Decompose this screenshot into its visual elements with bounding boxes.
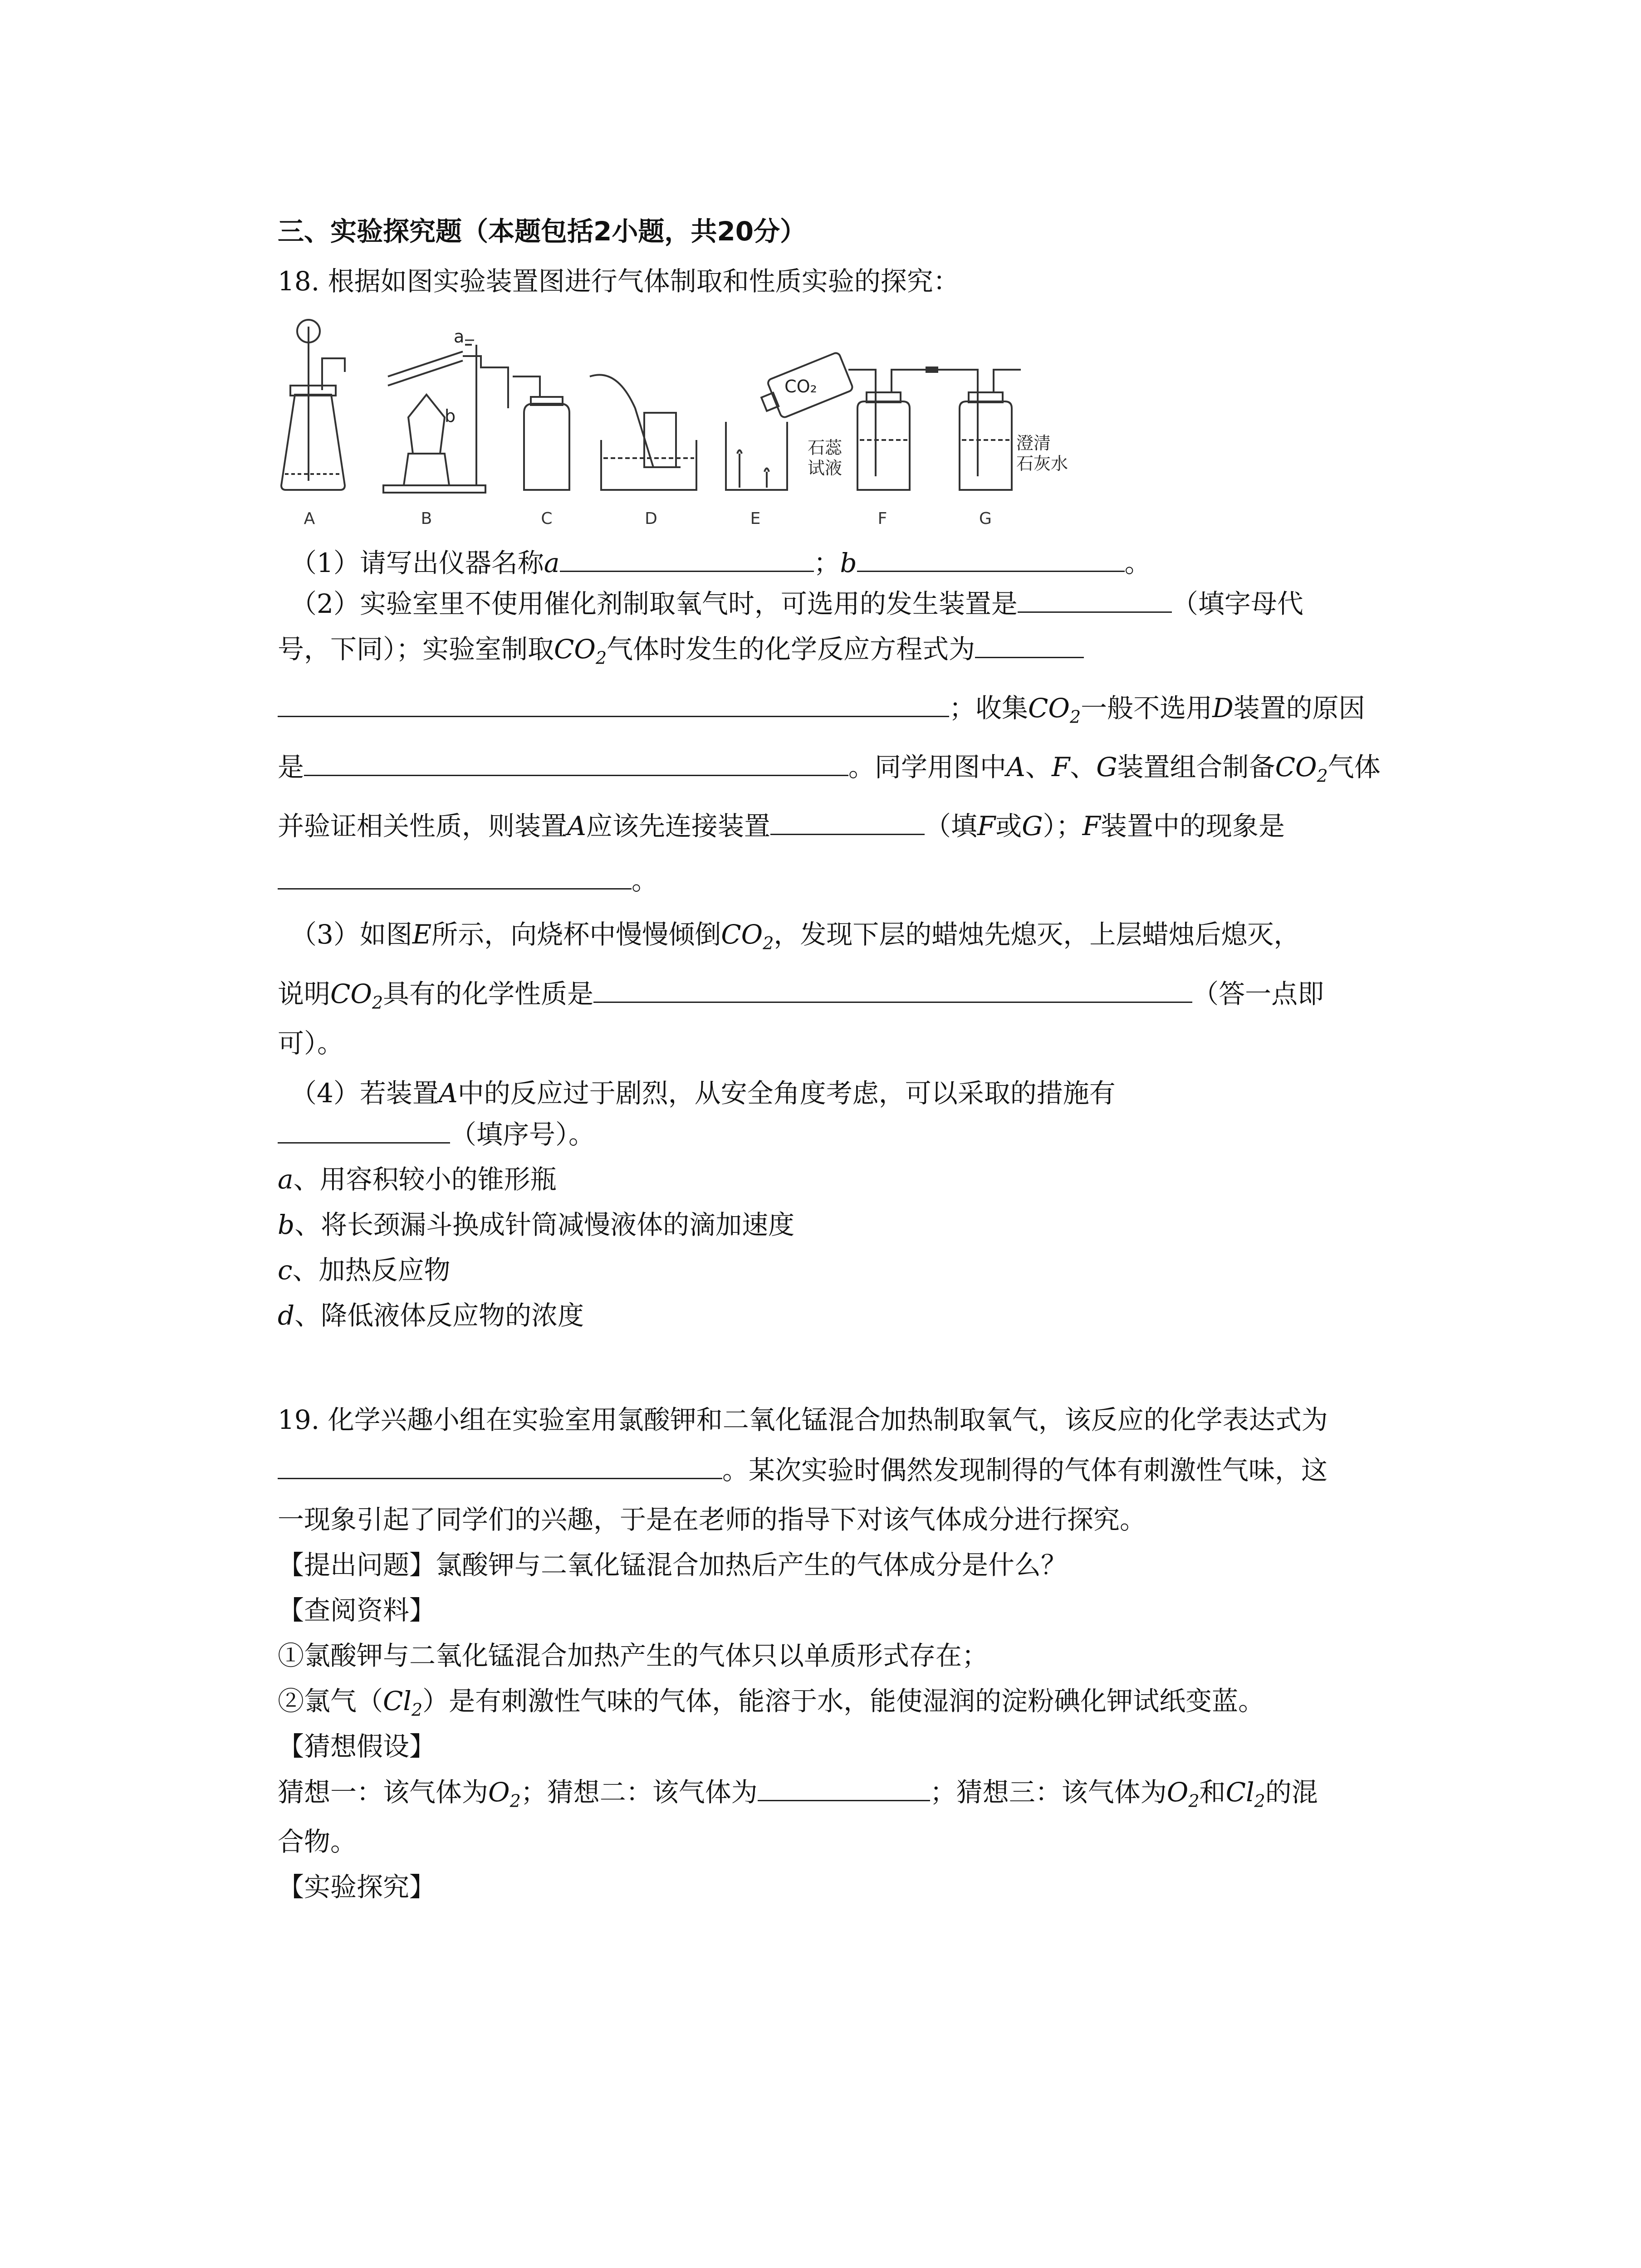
- q18-part4-line2: （填序号）。: [278, 1116, 595, 1153]
- q19-explore-head: 【实验探究】: [278, 1872, 436, 1902]
- q18-part2-line5: 并验证相关性质，则装置A应该先连接装置 （填F或G）；F装置中的现象是: [278, 807, 1285, 844]
- q18-stem: [278, 263, 960, 299]
- q18-part3-line3: 可）。: [278, 1028, 344, 1059]
- answer-blank-reason[interactable]: [304, 748, 848, 776]
- apparatus-g: [960, 370, 1021, 490]
- q19-material-head: 【查阅资料】: [278, 1595, 436, 1626]
- apparatus-f-letter: F: [877, 509, 887, 528]
- answer-blank-b[interactable]: [857, 544, 1125, 572]
- q18-stem-text: 根据如图实验装置图进行气体制取和性质实验的探究：: [328, 266, 960, 297]
- q19-hypo-head: 【猜想假设】: [278, 1731, 436, 1762]
- option-b: b、将长颈漏斗换成针筒减慢液体的滴加速度: [278, 1209, 795, 1240]
- option-c: c、加热反应物: [278, 1255, 451, 1286]
- apparatus-c-letter: C: [541, 509, 553, 528]
- co2-label: CO₂: [784, 376, 817, 396]
- q19-material-2: ②氯气$(Cl_2)$是有刺激性气味的气体，能溶于水，能使湿润的淀粉碘化钾试纸变蓝。: [278, 1686, 1265, 1720]
- answer-blank-q19-expression[interactable]: [278, 1452, 722, 1479]
- apparatus-b-letter: B: [421, 509, 432, 528]
- q18-part2-line6: 。: [278, 862, 658, 899]
- option-a: a、用容积较小的锥形瓶: [278, 1164, 557, 1195]
- q19-hypothesis-line2: 合物。: [278, 1826, 357, 1857]
- answer-blank-property[interactable]: [593, 975, 1192, 1003]
- label-b: b: [445, 406, 456, 426]
- q18-part1: （1）请写出仪器名称a ；b 。: [290, 544, 1151, 581]
- apparatus-a: [281, 320, 345, 490]
- tube-connector: [926, 367, 938, 373]
- apparatus-figure: [272, 318, 1202, 531]
- q19-line3: 一现象引起了同学们的兴趣，于是在老师的指导下对该气体成分进行探究。: [278, 1504, 1146, 1535]
- apparatus-c: [513, 376, 569, 490]
- q19-material-1: ①氯酸钾与二氧化锰混合加热产生的气体只以单质形式存在；: [278, 1640, 989, 1671]
- q19-hypothesis: 猜想一：该气体为$O_2$；猜想二：该气体为 ；猜想三：该气体为$O_2$和$Cl_2$的混: [278, 1774, 1318, 1819]
- q18-part2-line3: ；收集$CO_2$一般不选用D装置的原因: [278, 689, 1365, 735]
- apparatus-a-letter: A: [304, 509, 315, 528]
- q18-part4-line1: （4）若装置A中的反应过于剧烈，从安全角度考虑，可以采取的措施有: [290, 1078, 1116, 1109]
- q19-number: 19.: [278, 1404, 320, 1435]
- q18-part2-line4: 是 。同学用图中A、F、G装置组合制备$CO_2$气体: [278, 748, 1381, 794]
- option-d: d、降低液体反应物的浓度: [278, 1300, 584, 1331]
- apparatus-f: [848, 370, 966, 490]
- g-label-1: 澄清: [1016, 433, 1051, 453]
- f-label-2: 试液: [808, 458, 843, 478]
- apparatus-e-letter: E: [750, 509, 761, 528]
- q18-part2-line2: 号，下同）；实验室制取$CO_2$气体时发生的化学反应方程式为: [278, 631, 1084, 676]
- q19-line2: 。某次实验时偶然发现制得的气体有刺激性气味，这: [278, 1452, 1327, 1488]
- answer-blank-a[interactable]: [560, 544, 814, 572]
- q19-line1: 19. 化学兴趣小组在实验室用氯酸钾和二氧化锰混合加热制取氧气，该反应的化学表达式为: [278, 1404, 1328, 1435]
- answer-blank-hypothesis-2[interactable]: [758, 1774, 930, 1801]
- q18-part2-line1: （2）实验室里不使用催化剂制取氧气时，可选用的发生装置是 （填字母代: [290, 585, 1303, 622]
- q19-problem: 【提出问题】氯酸钾与二氧化锰混合加热后产生的气体成分是什么？: [278, 1549, 1068, 1580]
- q18-part3-line2: 说明$CO_2$具有的化学性质是 （答一点即: [278, 975, 1324, 1021]
- answer-blank-equation-1[interactable]: [975, 631, 1084, 658]
- g-label-2: 石灰水: [1016, 454, 1068, 474]
- apparatus-g-letter: G: [979, 509, 992, 528]
- apparatus-d: [590, 375, 696, 490]
- section-title: 三、实验探究题（本题包括2小题，共20分）: [278, 216, 807, 247]
- answer-blank-phenomenon[interactable]: [278, 862, 632, 890]
- q18-part3-line1: （3）如图E所示，向烧杯中慢慢倾倒$CO_2$，发现下层的蜡烛先熄灭，上层蜡烛后熄灭，: [290, 919, 1300, 953]
- q18-number: 18.: [278, 266, 320, 297]
- apparatus-d-letter: D: [645, 509, 657, 528]
- answer-blank-generator[interactable]: [1018, 585, 1172, 613]
- answer-blank-equation-2[interactable]: [278, 689, 949, 717]
- answer-blank-measures[interactable]: [278, 1116, 450, 1144]
- label-a: a: [454, 327, 465, 347]
- answer-blank-connect[interactable]: [770, 807, 925, 835]
- f-label-1: 石蕊: [808, 438, 843, 458]
